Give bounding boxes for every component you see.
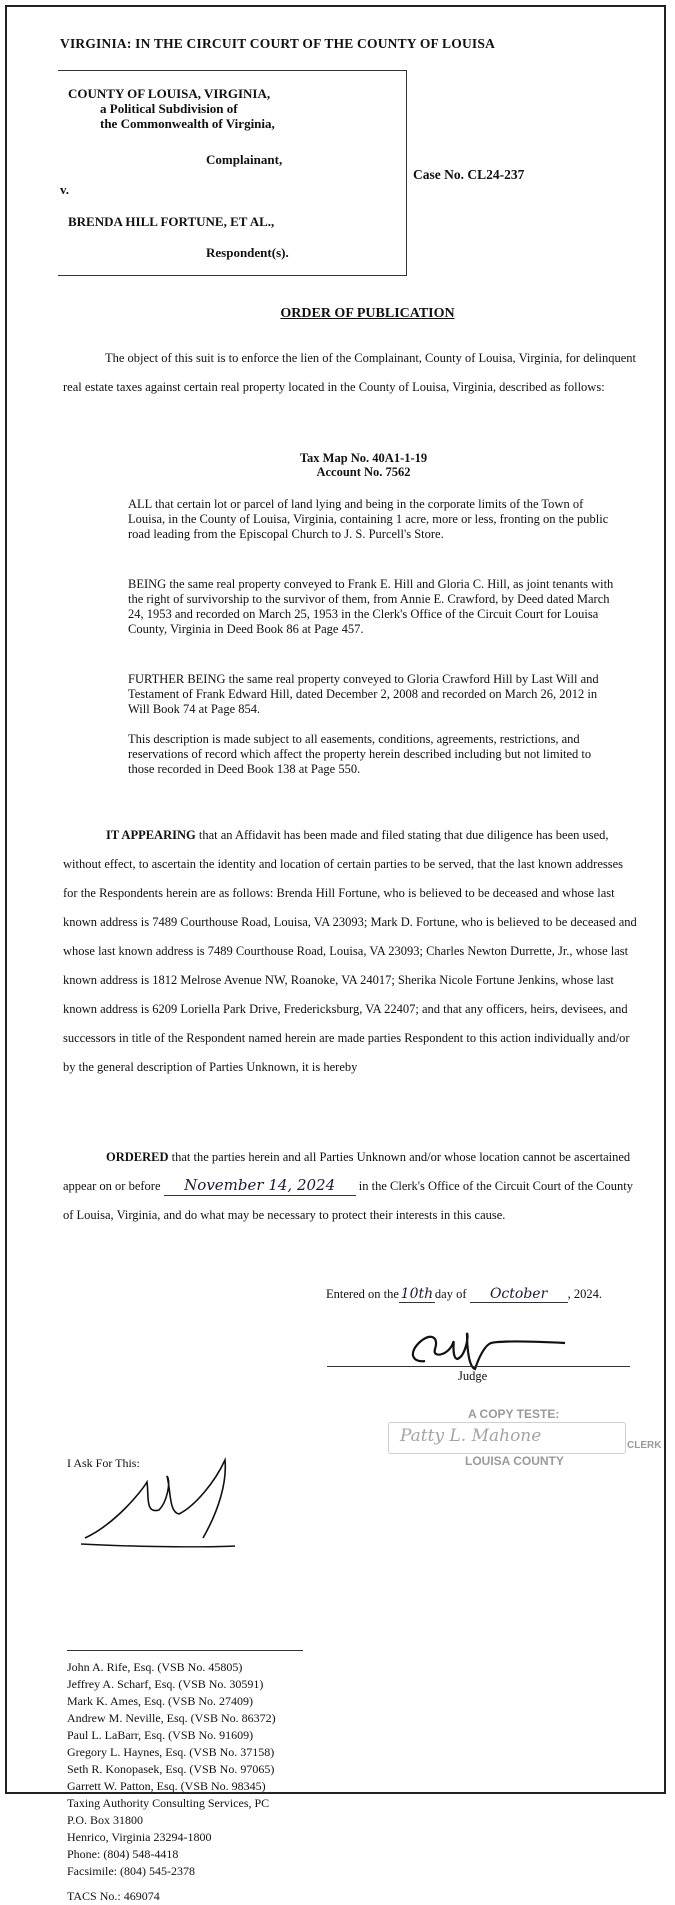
document-title: ORDER OF PUBLICATION	[280, 306, 455, 321]
plaintiff-desc-2: the Commonwealth of Virginia,	[100, 116, 275, 131]
attorney-signature-line	[67, 1650, 303, 1651]
entered-prefix: Entered on the	[326, 1287, 399, 1301]
firm-po-box: P.O. Box 31800	[67, 1813, 144, 1827]
defendant-role: Respondent(s).	[206, 245, 289, 260]
judge-signature	[395, 1327, 595, 1375]
attorney-line: Garrett W. Patton, Esq. (VSB No. 98345)	[67, 1779, 266, 1793]
entered-line	[326, 1286, 602, 1303]
tax-map-number: Tax Map No. 40A1-1-19	[299, 451, 428, 465]
ordered-text: that the parties herein and all Parties Unknown and/or whose location cannot be ascertained appear on or before	[63, 1150, 631, 1193]
it-appearing-text: that an Affidavit has been made and filed stating that due diligence has been used, without effect, to ascertain the identity and location of certain parties to be served, that the last known addresses for the Respondents herein are as follows: Brenda Hill Fortune, who is believed to be deceased and whose last known address is 7489 Courthouse Road, Louisa, VA 23093; Mark D. Fortune, who is believed to be deceased and whose last known address is 7489 Courthouse Road, Louisa, VA 23093; Charles Newton Durrette, Jr., whose last known address is 1812 Melrose Avenue NW, Roanoke, VA 24017; Sherika Nicole Fortune Jenkins, whose last known address is 6209 Loriella Park Drive, Fredericksburg, VA 22407; and that any officers, heirs, devisees, and successors in title of the Respondent named herein are made parties Respondent to this action individually and/or by the general description of Parties Unknown, it is hereby	[63, 828, 637, 1074]
firm-phone: Phone: (804) 548-4418	[67, 1847, 179, 1861]
ask-for-this: I Ask For This:	[67, 1456, 140, 1470]
attorney-line: Mark K. Ames, Esq. (VSB No. 27409)	[67, 1694, 253, 1708]
ordered-lead: ORDERED	[106, 1150, 169, 1164]
clerk-stamp-signature: Patty L. Mahone	[400, 1426, 542, 1446]
it-appearing-paragraph	[63, 821, 638, 1082]
case-number: Case No. CL24-237	[413, 167, 525, 182]
attorney-line: Andrew M. Neville, Esq. (VSB No. 86372)	[67, 1711, 276, 1725]
plaintiff-desc-1: a Political Subdivision of	[100, 101, 238, 116]
tacs-number: TACS No.: 469074	[67, 1889, 160, 1903]
handwritten-entered-month: October	[470, 1286, 568, 1303]
intro-paragraph: The object of this suit is to enforce the lien of the Complainant, County of Louisa, Virginia, for delinquent real estate taxes against certain real property located in the County of Louisa, Virginia, described as follows:	[63, 351, 636, 394]
case-caption-box	[58, 70, 407, 276]
firm-name: Taxing Authority Consulting Services, PC	[67, 1796, 270, 1810]
it-appearing-lead: IT APPEARING	[106, 828, 196, 842]
judge-label: Judge	[458, 1369, 488, 1383]
firm-city: Henrico, Virginia 23294-1800	[67, 1830, 212, 1844]
ordered-paragraph	[63, 1143, 638, 1230]
court-heading: VIRGINIA: IN THE CIRCUIT COURT OF THE COUNTY OF LOUISA	[60, 36, 496, 51]
attorney-line: Paul L. LaBarr, Esq. (VSB No. 91609)	[67, 1728, 254, 1742]
description-paragraph: ALL that certain lot or parcel of land lying and being in the corporate limits of the Town of Louisa, in the County of Louisa, Virginia, containing 1 acre, more or less, fronting on the public road leading from the Episcopal Church to J. S. Purcell's Store.	[128, 497, 609, 541]
clerk-stamp-heading: A COPY TESTE:	[468, 1407, 560, 1421]
firm-fax: Facsimile: (804) 545-2378	[67, 1864, 195, 1878]
description-paragraph: BEING the same real property conveyed to Frank E. Hill and Gloria C. Hill, as joint tenants with the right of survivorship to the survivor of them, from Annie E. Crawford, by Deed dated March 24, 1953 and recorded on March 25, 1953 in the Clerk's Office of the Circuit Court for Louisa County, Virginia in Deed Book 86 at Page 457.	[128, 577, 614, 636]
defendant-name: BRENDA HILL FORTUNE, ET AL.,	[68, 214, 275, 229]
ordered-text-continued: in the Clerk's Office of the Circuit Court of the County of Louisa, Virginia, and do what may be necessary to protect their interests in this cause.	[63, 1179, 633, 1222]
judge-signature-line	[327, 1366, 630, 1367]
attorney-line: Jeffrey A. Scharf, Esq. (VSB No. 30591)	[67, 1677, 264, 1691]
account-number: Account No. 7562	[316, 465, 411, 479]
attorney-block	[67, 1659, 276, 1905]
handwritten-appearance-date: November 14, 2024	[164, 1175, 356, 1196]
plaintiff-name: COUNTY OF LOUISA, VIRGINIA,	[68, 86, 271, 101]
attorney-line: Seth R. Konopasek, Esq. (VSB No. 97065)	[67, 1762, 275, 1776]
attorney-signature	[75, 1452, 275, 1552]
description-paragraph: This description is made subject to all easements, conditions, agreements, restrictions, and reservations of record which affect the property herein described including but not limited to those recorded in Deed Book 138 at Page 550.	[128, 732, 592, 776]
handwritten-entered-day: 10th	[400, 1286, 434, 1302]
clerk-stamp-title: CLERK	[627, 1440, 662, 1451]
clerk-stamp-county: LOUISA COUNTY	[465, 1454, 564, 1468]
attorney-line: John A. Rife, Esq. (VSB No. 45805)	[67, 1660, 243, 1674]
versus: v.	[60, 182, 70, 197]
description-paragraph: FURTHER BEING the same real property conveyed to Gloria Crawford Hill by Last Will and Testament of Frank Edward Hill, dated December 2, 2008 and recorded on March 26, 2012 in Will Book 74 at Page 854.	[128, 672, 599, 716]
entered-mid: day of	[434, 1287, 467, 1301]
plaintiff-role: Complainant,	[206, 152, 283, 167]
attorney-line: Gregory L. Haynes, Esq. (VSB No. 37158)	[67, 1745, 275, 1759]
entered-year: , 2024.	[567, 1287, 602, 1301]
